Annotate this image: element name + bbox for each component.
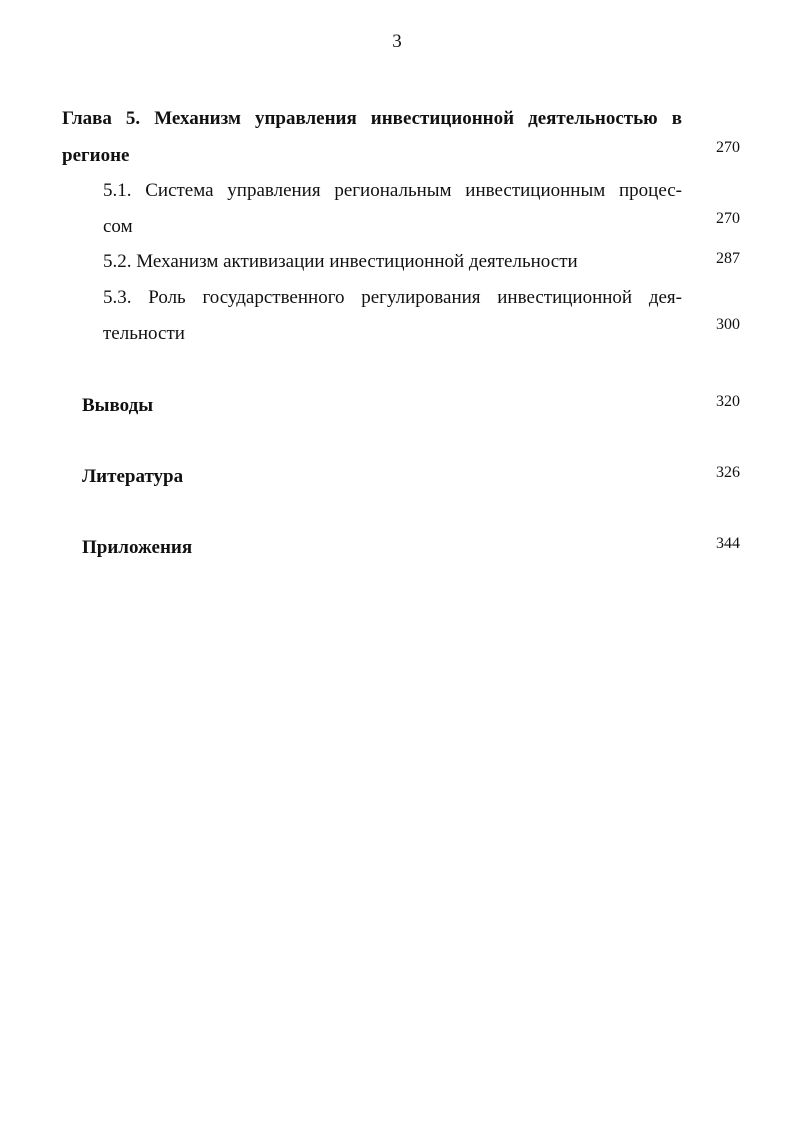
toc-chapter-5-title-line-1: Глава 5. Механизм управления инвестиционной деятельностью в: [62, 108, 682, 129]
toc-section-5-2-title: 5.2. Механизм активизации инвестиционной деятельности: [103, 251, 578, 272]
toc-section-5-1-page: 270: [716, 210, 740, 227]
toc-section-5-2-page: 287: [716, 250, 740, 267]
page-number: 3: [392, 31, 402, 52]
toc-appendices-page: 344: [716, 535, 740, 552]
toc-conclusions-page: 320: [716, 393, 740, 410]
toc-conclusions-title: Выводы: [82, 395, 154, 416]
toc-literature-page: 326: [716, 464, 740, 481]
toc-chapter-5-page: 270: [716, 139, 740, 156]
toc-section-5-1-line-2: сом: [103, 216, 133, 237]
toc-section-5-3-page: 300: [716, 316, 740, 333]
toc-section-5-3-line-2: тельности: [103, 323, 185, 344]
toc-appendices-title: Приложения: [82, 537, 193, 558]
toc-chapter-5-title-line-2: регионе: [62, 145, 130, 166]
toc-literature-title: Литература: [82, 466, 184, 487]
toc-section-5-1-line-1: 5.1. Система управления региональным инвестиционным процес-: [103, 180, 682, 201]
toc-section-5-3-line-1: 5.3. Роль государственного регулирования инвестиционной дея-: [103, 287, 682, 308]
